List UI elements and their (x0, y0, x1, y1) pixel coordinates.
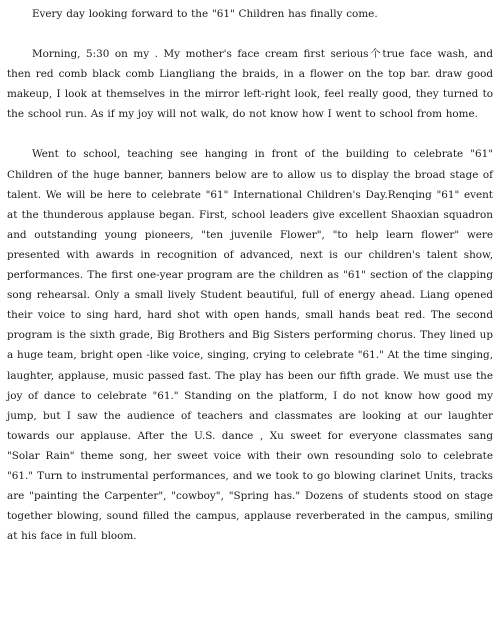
paragraph-intro: Every day looking forward to the "61" Children has finally come. (31, 8, 378, 20)
paragraph-morning: Morning, 5:30 on my . My mother's face cream first serious个true face wash, and then red comb black comb Liangliang the braids, in a flower on the top bar. draw good makeup, I look at themselves in the mirror left-right look, feel really good, they turned to the school run. As if my joy will not walk, do not know how I went to school from home. (7, 48, 493, 121)
paragraph-school-event: Went to school, teaching see hanging in front of the building to celebrate "61" Children of the huge banner, banners below are to allow us to display the broad stage of talent. We will be here to celebrate "61" International Children's Day.Renqing "61" event at the thunderous applause began. First, school leaders give excellent Shaoxian squadron and outstanding young pioneers, "ten juvenile Flower", "to help learn flower" were presented with awards in recognition of advanced, next is our children's talent show, performances. The first one-year program are the children as "61" section of the clapping song rehearsal. Only a small lively Student beautiful, full of energy ahead. Liang opened their voice to sing hard, hard shot with open hands, small hands beat red. The second program is the sixth grade, Big Brothers and Big Sisters performing chorus. They lined up a huge team, bright open -like voice, singing, crying to celebrate "61." At the time singing, laughter, applause, music passed fast. The play has been our fifth grade. We must use the joy of dance to celebrate "61." Standing on the platform, I do not know how good my jump, but I saw the audience of teachers and classmates are looking at our laughter towards our applause. After the U.S. dance , Xu sweet for everyone classmates sang "Solar Rain" theme song, her sweet voice with their own resounding solo to celebrate "61." Turn to instrumental performances, and we took to go blowing clarinet Units, tracks are "painting the Carpenter", "cowboy", "Spring has." Dozens of students stood on stage together blowing, sound filled the campus, applause reverberated in the campus, smiling at his face in full bloom. (7, 148, 493, 543)
paragraph-gap (7, 24, 493, 44)
paragraph-gap (7, 124, 493, 144)
